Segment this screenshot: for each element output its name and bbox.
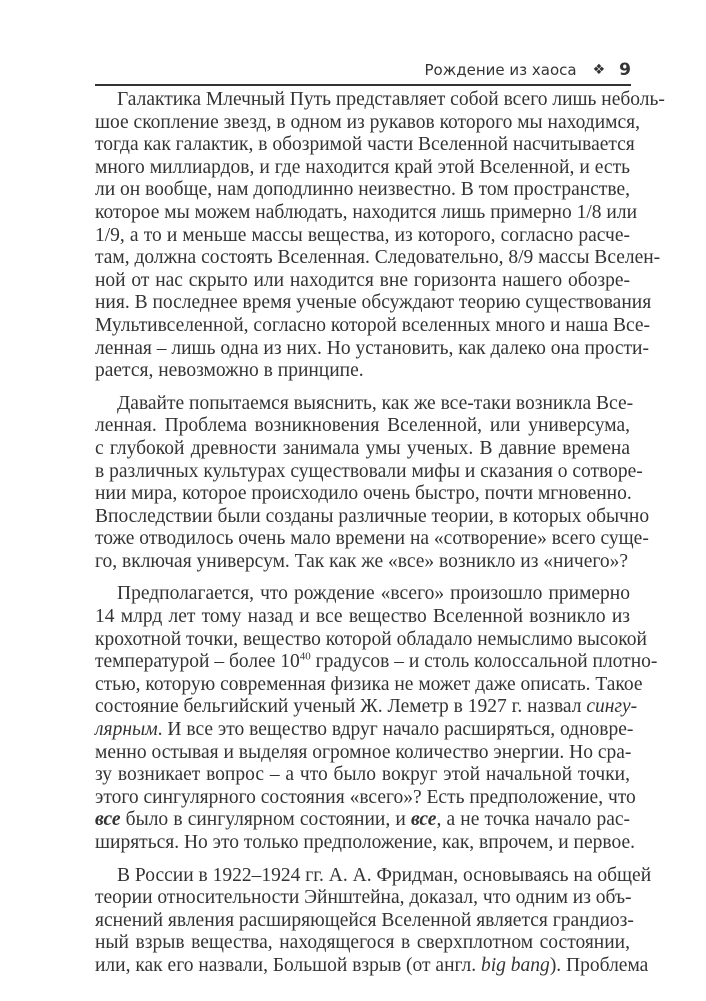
running-header <box>95 58 631 82</box>
text-line <box>95 247 661 270</box>
text-line <box>95 954 649 978</box>
text-segment: тогда как галактик, в обозримой части Вселенной насчитывается <box>95 134 635 156</box>
text-segment: там, должна состоять Вселенная. Следовательно, 8/9 массы Вселен- <box>95 247 661 269</box>
header-rule <box>95 84 631 86</box>
text-line <box>95 909 634 933</box>
text-segment: го, включая универсум. Так как же «все» возникло из «ничего»? <box>95 550 629 572</box>
emphasis-text: big bang <box>481 954 550 976</box>
text-segment: тоже отводилось очень мало времени на «сотворение» всего суще- <box>95 528 649 550</box>
text-line <box>95 864 652 888</box>
text-segment: Давайте попытаемся выяснить, как же все-таки возникла Все- <box>117 392 634 414</box>
paragraph <box>95 392 650 574</box>
text-segment: зу возникает вопрос – а что было вокруг этой начальной точки, <box>95 764 630 786</box>
text-line <box>95 786 636 810</box>
superscript: 40 <box>299 650 311 663</box>
text-line <box>95 742 630 765</box>
body-text <box>95 89 665 988</box>
text-line <box>95 483 630 506</box>
text-line <box>95 832 635 855</box>
text-segment: с глубокой древности занимала умы ученых. В давние времена <box>95 437 630 459</box>
text-segment: крохотной точки, вещество которой обладало немыслимо высокой <box>95 628 647 650</box>
paragraph <box>95 864 652 978</box>
text-line <box>95 270 630 293</box>
text-segment: температурой – более 10 <box>95 651 300 673</box>
text-segment: стью, которую современная физика не может даже описать. Такое <box>95 673 643 695</box>
text-segment: Мультивселенной, согласно которой вселенных много и наша Все- <box>95 314 651 336</box>
text-line <box>95 292 652 315</box>
text-segment: ). Проблема <box>549 954 649 976</box>
text-line <box>95 505 650 529</box>
text-segment: . И все это вещество вдруг начало расширяться, одновре- <box>157 719 634 741</box>
text-line <box>95 719 634 742</box>
text-segment: В России в 1922–1924 гг. А. А. Фридман, основываясь на общей <box>117 864 652 886</box>
text-segment: ленная – лишь одна из них. Но установить, как далеко она прости- <box>95 337 649 359</box>
text-segment: ния. В последнее время ученые обсуждают теорию существования <box>95 292 652 314</box>
text-line <box>95 673 643 697</box>
text-line <box>95 460 643 484</box>
text-segment: Предполагается, что рождение «всего» произошло примерно <box>117 583 630 605</box>
text-segment: яснений явления расширяющейся Вселенной является грандиоз- <box>95 909 634 931</box>
text-segment: ли он вообще, нам доподлинно неизвестно. В том пространстве, <box>95 179 630 201</box>
text-line <box>95 650 658 674</box>
text-segment: Впоследствии были созданы различные теории, в которых обычно <box>95 505 650 527</box>
text-segment: Галактика Млечный Путь представляет собой всего лишь неболь- <box>117 89 665 110</box>
text-line <box>95 179 630 202</box>
emphasis-text: все <box>410 809 437 831</box>
text-line <box>95 583 630 606</box>
text-segment: или, как его назвали, Большой взрыв (от англ. <box>95 954 482 976</box>
text-segment: 1/9, а то и меньше массы вещества, из которого, согласно расче- <box>95 224 630 246</box>
text-line <box>95 314 651 338</box>
text-line <box>95 157 630 180</box>
text-line <box>95 111 641 135</box>
emphasis-text: сингу- <box>586 696 638 718</box>
text-line <box>95 628 647 652</box>
text-segment: ной от нас скрыто или находится вне горизонта нашего обозре- <box>95 269 630 291</box>
text-segment: рается, невозможно в принципе. <box>95 360 364 382</box>
text-segment: теории относительности Эйнштейна, доказал, что одним из объ- <box>95 887 632 909</box>
text-segment: ширяться. Но это только предположение, как, впрочем, и первое. <box>95 832 635 853</box>
running-title: Рождение из хаоса <box>424 61 577 79</box>
text-line <box>95 89 665 112</box>
text-line <box>95 551 630 574</box>
ornament-icon: ❖ <box>592 62 606 78</box>
text-line <box>95 415 630 438</box>
text-segment: менно остывая и выделяя огромное количество энергии. Но сра- <box>95 741 632 763</box>
text-segment: градусов – и столь колоссальной плотно- <box>310 651 658 673</box>
text-segment: в различных культурах существовали мифы и сказания о сотворе- <box>95 460 643 482</box>
page-number: 9 <box>619 60 631 80</box>
paragraph <box>95 583 658 854</box>
text-segment: шое скопление звезд, в одном из рукавов которого мы находимся, <box>95 111 641 133</box>
text-segment: нии мира, которое происходило очень быстро, почти мгновенно. <box>95 483 632 505</box>
paragraph <box>95 89 665 383</box>
text-line <box>95 696 638 719</box>
emphasis-text: все <box>95 809 121 831</box>
text-line <box>95 932 630 955</box>
text-line <box>95 887 630 910</box>
text-segment: которое мы можем наблюдать, находится лишь примерно 1/8 или <box>95 201 638 223</box>
text-line <box>95 809 630 832</box>
text-segment: состояние бельгийский ученый Ж. Леметр в 1927 г. назвал <box>95 696 587 718</box>
text-line <box>95 201 638 225</box>
text-segment: ленная. Проблема возникновения Вселенной, или универсума, <box>95 415 630 437</box>
text-line <box>95 337 649 361</box>
text-line <box>95 764 630 787</box>
text-line <box>95 225 630 248</box>
text-line <box>95 606 630 629</box>
text-line <box>95 438 630 461</box>
text-line <box>95 392 634 416</box>
text-line <box>95 134 635 157</box>
text-segment: ный взрыв вещества, находящегося в сверхплотном состоянии, <box>95 932 630 954</box>
emphasis-text: лярным <box>95 719 158 741</box>
text-segment: этого сингулярного состояния «всего»? Есть предположение, что <box>95 786 636 808</box>
text-segment: много миллиардов, и где находится край этой Вселенной, и есть <box>95 156 630 178</box>
text-segment: 14 млрд лет тому назад и все вещество Вселенной возникло из <box>95 606 630 628</box>
text-segment: , а не точка начало рас- <box>436 809 630 831</box>
text-line <box>95 528 649 551</box>
text-segment: было в сингулярном состоянии, и <box>120 809 411 831</box>
text-line <box>95 360 630 383</box>
